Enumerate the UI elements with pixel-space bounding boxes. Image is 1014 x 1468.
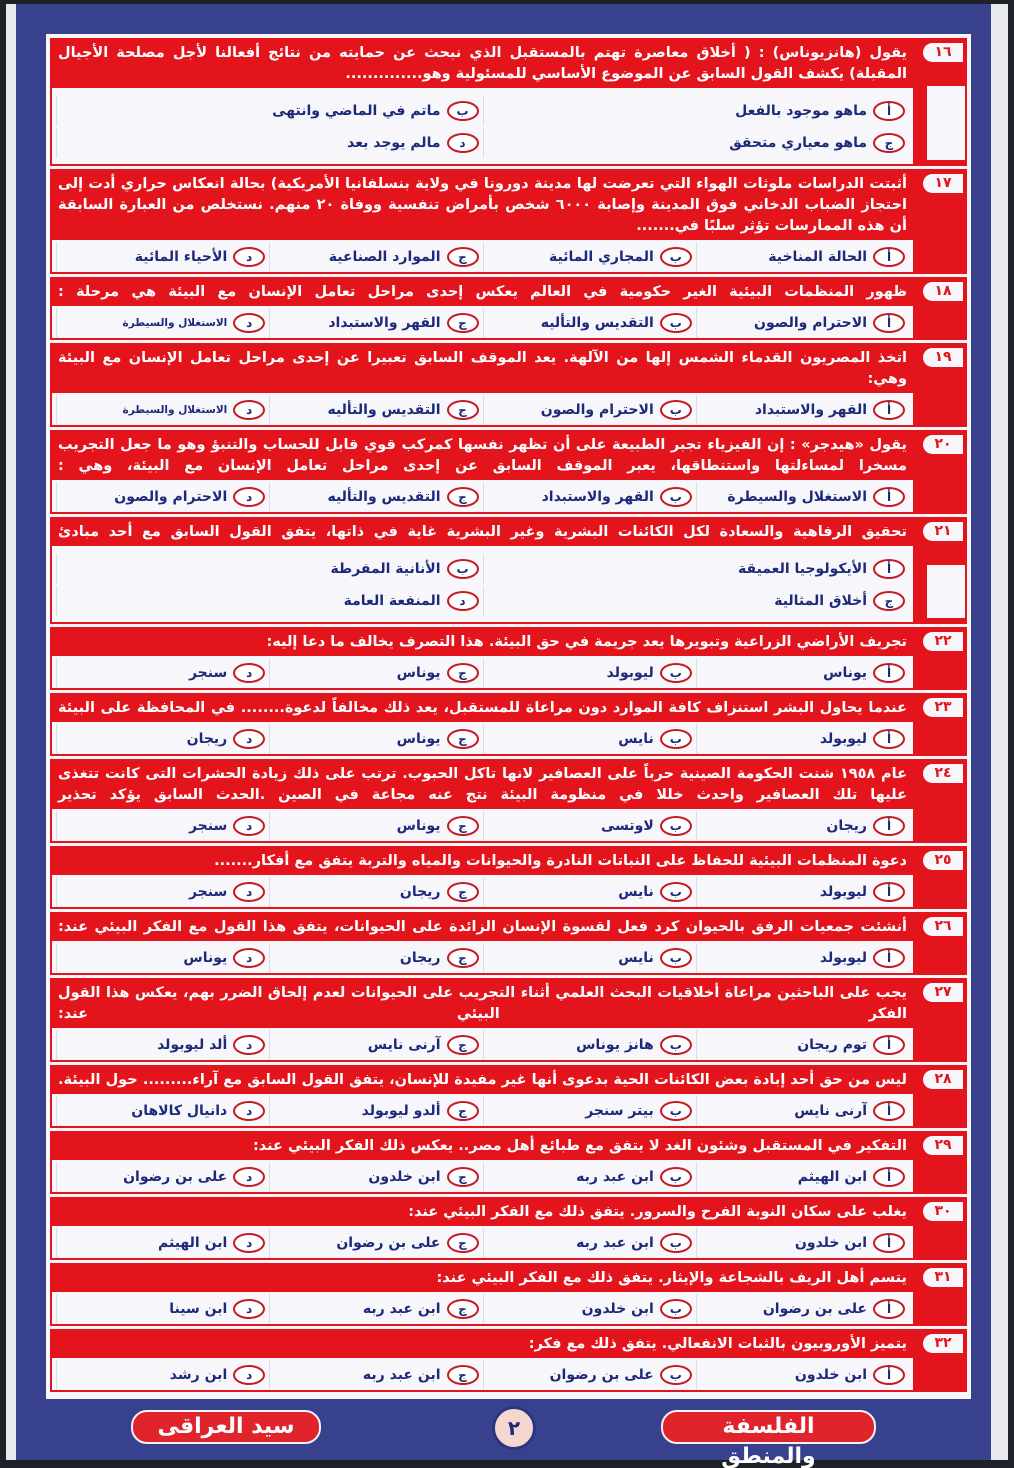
option-c[interactable]: ج القهر والاستبداد [269,308,482,338]
option-b[interactable]: ب القهر والاستبداد [483,482,696,512]
option-letter-badge: ب [660,1035,692,1055]
option-letter-badge: أ [873,1035,905,1055]
question-text: يتسم أهل الريف بالشجاعة والإيثار. يتفق ذلك مع الفكر البيئي عند: [52,1265,913,1292]
option-b[interactable]: ب لاوتسى [483,811,696,841]
question-21 [50,517,967,624]
option-letter-badge: ج [447,663,479,683]
option-a[interactable]: أ ليوبولد [696,724,909,754]
question-text: أنشئت جمعيات الرفق بالحيوان كرد فعل لقسوة الإنسان الزائدة على الحيوانات، يتفق هذا القول مع الفكر البيئي عند: [52,914,913,941]
option-d[interactable]: د الأحياء المائية [56,242,269,272]
option-letter-badge: ج [447,1365,479,1385]
option-a[interactable]: أ يوناس [696,658,909,688]
option-b[interactable]: ب الأنانية المفرطة [56,554,483,584]
question-number: ١٧ [923,174,963,193]
option-letter-badge: ج [873,133,905,153]
question-text: اتخذ المصريون القدماء الشمس إلها من الآلهة. يعد الموقف السابق تعبيرا عن إحدى مراحل تعامل الإنسان مع البيئة وهي: [52,345,913,393]
option-letter-badge: ب [660,663,692,683]
option-letter-badge: د [447,591,479,611]
option-letter-badge: ب [660,487,692,507]
option-a[interactable]: أ ليوبولد [696,943,909,973]
question-31 [50,1263,967,1326]
option-letter-badge: أ [873,816,905,836]
option-a[interactable]: أ على بن رضوان [696,1294,909,1324]
option-letter-badge: ب [660,1299,692,1319]
option-letter-badge: ب [660,247,692,267]
option-d[interactable]: د سنجر [56,811,269,841]
option-b[interactable]: ب نايس [483,943,696,973]
question-text: عام ١٩٥٨ شنت الحكومة الصينية حرباً على العصافير لانها تاكل الحبوب. ترتب على ذلك زيادة الحشرات التى كانت تتغذى عليها تلك العصافير واحدث خللا في منظومة البيئة نتج عنه مجاعة في الصين .الحدث السابق يؤكد تحذير [52,761,913,809]
option-c[interactable]: ج ألدو ليوبولد [269,1096,482,1126]
option-letter-badge: ج [873,591,905,611]
option-c[interactable]: ج ابن عبد ربه [269,1360,482,1390]
option-a[interactable]: أ ريجان [696,811,909,841]
question-text: التفكير في المستقبل وشئون الغد لا يتفق مع طبائع أهل مصر.. يعكس ذلك الفكر البيئي عند: [52,1133,913,1160]
option-a[interactable]: أ الاستغلال والسيطرة [696,482,909,512]
option-b[interactable]: ب نايس [483,724,696,754]
option-letter-badge: ب [447,101,479,121]
option-letter-badge: أ [873,487,905,507]
question-text: ظهور المنظمات البيئية الغير حكومية في العالم يعكس إحدى مراحل تعامل الإنسان مع البيئة هي مرحلة : [52,279,913,306]
option-letter-badge: ج [447,816,479,836]
question-23 [50,693,967,756]
option-letter-badge: أ [873,948,905,968]
question-27 [50,978,967,1062]
option-c[interactable]: ج التقديس والتأليه [269,395,482,425]
options [52,546,913,622]
option-b[interactable]: ب بيتر سنجر [483,1096,696,1126]
option-a[interactable]: أ ابن الهيثم [696,1162,909,1192]
question-32 [50,1329,967,1392]
option-b[interactable]: ب الاحترام والصون [483,395,696,425]
options [52,722,913,754]
question-text: ليس من حق أحد إبادة بعض الكائنات الحية بدعوى أنها غير مفيدة للإنسان، يتفق القول السابق مع آراء......... حول البيئة. [52,1067,913,1094]
question-16 [50,38,967,166]
option-letter-badge: ب [660,948,692,968]
question-text: يقول (هانزيوناس) : ( أخلاق معاصرة تهتم بالمستقبل الذي نبحث عن حمايته من نتائج أفعالنا لأجل مصلحة الأجيال المقبلة) يكشف القول السابق عن الموضوع الأساسي للمسئولية وهو.............. [52,40,913,88]
option-c[interactable]: ج يوناس [269,724,482,754]
option-c[interactable]: ج ريجان [269,877,482,907]
option-d[interactable]: د الاستغلال والسيطرة [56,395,269,425]
option-letter-badge: د [233,247,265,267]
page-number: ٢ [492,1406,536,1450]
option-letter-badge: د [233,1101,265,1121]
option-d[interactable]: د الاحترام والصون [56,482,269,512]
option-letter-badge: ب [660,729,692,749]
question-20 [50,430,967,514]
option-letter-badge: ج [447,1167,479,1187]
question-22 [50,627,967,690]
option-letter-badge: د [233,1233,265,1253]
question-18 [50,277,967,340]
option-letter-badge: أ [873,400,905,420]
question-25 [50,846,967,909]
option-b[interactable]: ب ماتم في الماضي وانتهى [56,96,483,126]
question-number: ٢٥ [923,851,963,870]
option-b[interactable]: ب ابن عبد ربه [483,1228,696,1258]
option-letter-badge: أ [873,1299,905,1319]
option-b[interactable]: ب ابن خلدون [483,1294,696,1324]
option-letter-badge: أ [873,1101,905,1121]
option-letter-badge: د [233,1299,265,1319]
option-c[interactable]: ج على بن رضوان [269,1228,482,1258]
option-d[interactable]: د ريجان [56,724,269,754]
option-letter-badge: ب [660,1233,692,1253]
question-number: ٢٨ [923,1070,963,1089]
question-24 [50,759,967,843]
question-30 [50,1197,967,1260]
options [52,1028,913,1060]
question-text: يتميز الأوروبيون بالثبات الانفعالي. يتفق ذلك مع فكر: [52,1331,913,1358]
author-label: سيد العراقى [131,1410,321,1444]
option-letter-badge: د [233,816,265,836]
option-a[interactable]: أ آرنى نايس [696,1096,909,1126]
option-letter-badge: ج [447,1299,479,1319]
option-letter-badge: ج [447,1035,479,1055]
option-d[interactable]: د سنجر [56,658,269,688]
option-letter-badge: ب [660,1365,692,1385]
options [52,809,913,841]
options [52,88,913,164]
option-c[interactable]: ج ماهو معياري متحقق [483,128,910,158]
option-c[interactable]: ج ابن خلدون [269,1162,482,1192]
subject-label: الفلسفة والمنطق [661,1410,876,1444]
option-letter-badge: ج [447,487,479,507]
option-c[interactable]: ج الموارد الصناعية [269,242,482,272]
question-number: ٣٠ [923,1202,963,1221]
question-number: ٣٢ [923,1334,963,1353]
question-28 [50,1065,967,1128]
question-number: ١٨ [923,282,963,301]
option-d[interactable]: د دانيال كالاهان [56,1096,269,1126]
option-letter-badge: د [233,948,265,968]
option-letter-badge: ج [447,1101,479,1121]
option-letter-badge: أ [873,1167,905,1187]
option-b[interactable]: ب المجاري المائية [483,242,696,272]
option-letter-badge: أ [873,882,905,902]
option-letter-badge: ج [447,247,479,267]
option-d[interactable]: د المنفعة العامة [56,586,483,616]
option-letter-badge: د [233,663,265,683]
option-letter-badge: د [233,882,265,902]
option-letter-badge: أ [873,729,905,749]
question-29 [50,1131,967,1194]
question-number: ٢٠ [923,435,963,454]
question-number: ٢٩ [923,1136,963,1155]
option-a[interactable]: أ الأيكولوجيا العميقة [483,554,910,584]
question-26 [50,912,967,975]
option-letter-badge: ب [660,1167,692,1187]
option-letter-badge: د [233,1365,265,1385]
question-sheet [46,34,971,1399]
option-letter-badge: ج [447,1233,479,1253]
question-number: ٣١ [923,1268,963,1287]
option-letter-badge: د [233,1035,265,1055]
question-text: عندما يحاول البشر استنزاف كافة الموارد دون مراعاة للمستقبل، يعد ذلك مخالفاً لدعوة........ في المحافظة على البيئة [52,695,913,722]
options [52,480,913,512]
option-d[interactable]: د ابن رشد [56,1360,269,1390]
options [52,306,913,338]
option-letter-badge: ج [447,882,479,902]
question-text: يجب على الباحثين مراعاة أخلاقيات البحث العلمي أثناء التجريب على الحيوانات لعدم إلحاق الضرر بهم، يعكس هذا القول الفكر البيئي عند: [52,980,913,1028]
options [52,656,913,688]
option-d[interactable]: د ابن الهيثم [56,1228,269,1258]
option-d[interactable]: د مالم يوجد بعد [56,128,483,158]
options [52,1160,913,1192]
option-c[interactable]: ج التقديس والتأليه [269,482,482,512]
option-letter-badge: ب [660,816,692,836]
option-letter-badge: ج [447,400,479,420]
option-c[interactable]: ج آرنى نايس [269,1030,482,1060]
question-number: ٢٦ [923,917,963,936]
question-text: تجريف الأراضي الزراعية وتبويرها يعد جريمة في حق البيئة. هذا التصرف يخالف ما دعا إليه: [52,629,913,656]
question-number: ٢٣ [923,698,963,717]
option-b[interactable]: ب هانز يوناس [483,1030,696,1060]
option-c[interactable]: ج ابن عبد ربه [269,1294,482,1324]
options [52,240,913,272]
page-footer [16,1402,991,1468]
option-letter-badge: د [233,400,265,420]
options [52,1292,913,1324]
options [52,393,913,425]
options [52,1094,913,1126]
options [52,1226,913,1258]
option-letter-badge: ب [660,400,692,420]
option-c[interactable]: ج ريجان [269,943,482,973]
question-19 [50,343,967,427]
question-number: ١٦ [923,43,963,62]
option-letter-badge: أ [873,1365,905,1385]
option-d[interactable]: د على بن رضوان [56,1162,269,1192]
question-text: تحقيق الرفاهية والسعادة لكل الكائنات البشرية وغير البشرية غاية في ذاتها، يتفق القول السابق مع أحد مبادئ [52,519,913,546]
option-b[interactable]: ب على بن رضوان [483,1360,696,1390]
option-a[interactable]: أ الحالة المناخية [696,242,909,272]
option-letter-badge: ب [660,313,692,333]
page-frame [16,4,991,1468]
question-number: ١٩ [923,348,963,367]
option-a[interactable]: أ ابن خلدون [696,1228,909,1258]
question-17 [50,169,967,274]
option-letter-badge: ب [660,882,692,902]
option-letter-badge: د [447,133,479,153]
option-letter-badge: أ [873,101,905,121]
option-d[interactable]: د سنجر [56,877,269,907]
option-letter-badge: د [233,487,265,507]
option-d[interactable]: د يوناس [56,943,269,973]
option-letter-badge: أ [873,1233,905,1253]
option-letter-badge: د [233,1167,265,1187]
option-d[interactable]: د ألد ليوبولد [56,1030,269,1060]
option-a[interactable]: أ الاحترام والصون [696,308,909,338]
option-c[interactable]: ج يوناس [269,811,482,841]
option-letter-badge: ج [447,313,479,333]
option-d[interactable]: د الاستغلال والسيطرة [56,308,269,338]
options [52,941,913,973]
option-b[interactable]: ب نايس [483,877,696,907]
question-text: يغلب على سكان النوبة الفرح والسرور. يتفق ذلك مع الفكر البيئي عند: [52,1199,913,1226]
option-a[interactable]: أ القهر والاستبداد [696,395,909,425]
option-letter-badge: ج [447,948,479,968]
option-letter-badge: ج [447,729,479,749]
question-number: ٢٢ [923,632,963,651]
option-a[interactable]: أ ماهو موجود بالفعل [483,96,910,126]
options [52,875,913,907]
option-letter-badge: د [233,313,265,333]
option-a[interactable]: أ توم ريجان [696,1030,909,1060]
option-letter-badge: د [233,729,265,749]
option-letter-badge: ب [447,559,479,579]
option-c[interactable]: ج يوناس [269,658,482,688]
page [6,4,1008,1468]
option-letter-badge: أ [873,247,905,267]
question-text: يقول «هيدجر» : إن الفيزياء تجبر الطبيعة على أن تظهر نفسها كمركب قوي قابل للحساب والتنبؤ وهو ما جعل التجريب مسخرا لمساءلتها واستنطاقها، يعبر الموقف السابق عن إحدى مراحل تعامل الإنسان مع البيئة، وهي : [52,432,913,480]
question-text: دعوة المنظمات البيئية للحفاظ على النباتات النادرة والحيوانات والمياه والتربة يتفق مع أفكار....... [52,848,913,875]
option-c[interactable]: ج أخلاق المثالية [483,586,910,616]
question-number: ٢٤ [923,764,963,783]
options [52,1358,913,1390]
option-b[interactable]: ب التقديس والتأليه [483,308,696,338]
option-letter-badge: أ [873,313,905,333]
option-b[interactable]: ب ليوبولد [483,658,696,688]
question-number: ٢٧ [923,983,963,1002]
option-a[interactable]: أ ليوبولد [696,877,909,907]
option-d[interactable]: د ابن سينا [56,1294,269,1324]
option-b[interactable]: ب ابن عبد ربه [483,1162,696,1192]
option-letter-badge: أ [873,663,905,683]
question-text: أثبتت الدراسات ملوثات الهواء التي تعرضت لها مدينة دورونا في ولاية بنسلفانيا الأمريكية) بحالة انعكاس حراري أدت إلى احتجاز الضباب الدخاني فوق المدينة وإصابة ٦٠٠٠ شخص بأمراض تنفسية ووفاة ٢٠ منهم. نستخلص من العبارة السابقة أن هذه الممارسات تؤثر سلبًا في....... [52,171,913,240]
option-letter-badge: ب [660,1101,692,1121]
option-letter-badge: أ [873,559,905,579]
question-number: ٢١ [923,522,963,541]
option-a[interactable]: أ ابن خلدون [696,1360,909,1390]
